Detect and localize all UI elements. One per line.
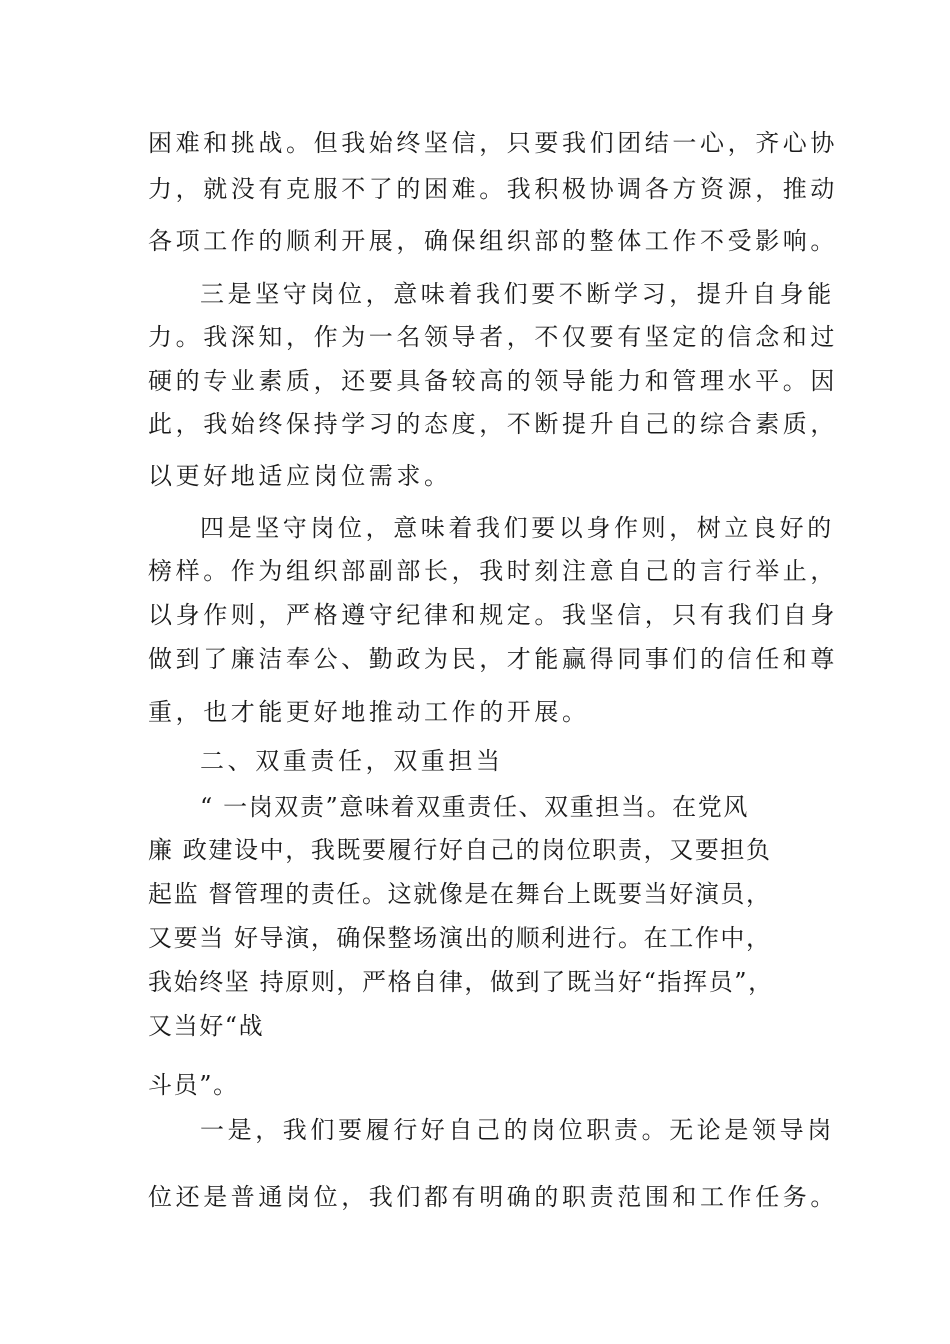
text-line: 以更好地适应岗位需求。: [148, 462, 452, 490]
text-line: 各项工作的顺利开展，确保组织部的整体工作不受影响。: [148, 227, 838, 255]
text-line: 又要当 好导演，确保整场演出的顺利进行。在工作中，: [148, 924, 772, 952]
text-line: 力，就没有克服不了的困难。我积极协调各方资源，推动: [148, 175, 838, 203]
text-line: 困难和挑战。但我始终坚信，只要我们团结一心，齐心协: [148, 129, 838, 157]
paragraph-start-line: 四是坚守岗位，意味着我们要以身作则，树立良好的: [200, 514, 835, 542]
section-heading: 二、双重责任，双重担当: [200, 747, 504, 775]
text-line: 力。我深知，作为一名领导者，不仅要有坚定的信念和过: [148, 323, 838, 351]
text-line: 硬的专业素质，还要具备较高的领导能力和管理水平。因: [148, 367, 838, 395]
paragraph-start-line: 三是坚守岗位，意味着我们要不断学习，提升自身能: [200, 280, 835, 308]
text-line: 廉 政建设中，我既要履行好自己的岗位职责，又要担负: [148, 836, 772, 864]
text-line: 重，也才能更好地推动工作的开展。: [148, 698, 590, 726]
paragraph-start-line: 一是，我们要履行好自己的岗位职责。无论是领导岗: [200, 1116, 835, 1144]
text-line: 位还是普通岗位，我们都有明确的职责范围和工作任务。: [148, 1183, 838, 1211]
paragraph-start-line: “ 一岗双责”意味着双重责任、双重担当。在党风: [200, 793, 749, 821]
text-line: 斗员”。: [148, 1071, 239, 1099]
text-line: 我始终坚 持原则，严格自律，做到了既当好“指挥员”，: [148, 968, 774, 996]
text-line: 榜样。作为组织部副部长，我时刻注意自己的言行举止，: [148, 557, 838, 585]
text-line: 又当好“战: [148, 1012, 265, 1040]
text-line: 起监 督管理的责任。这就像是在舞台上既要当好演员，: [148, 880, 772, 908]
text-line: 此，我始终保持学习的态度，不断提升自己的综合素质，: [148, 410, 838, 438]
text-line: 做到了廉洁奉公、勤政为民，才能赢得同事们的信任和尊: [148, 645, 838, 673]
text-line: 以身作则，严格遵守纪律和规定。我坚信，只有我们自身: [148, 601, 838, 629]
